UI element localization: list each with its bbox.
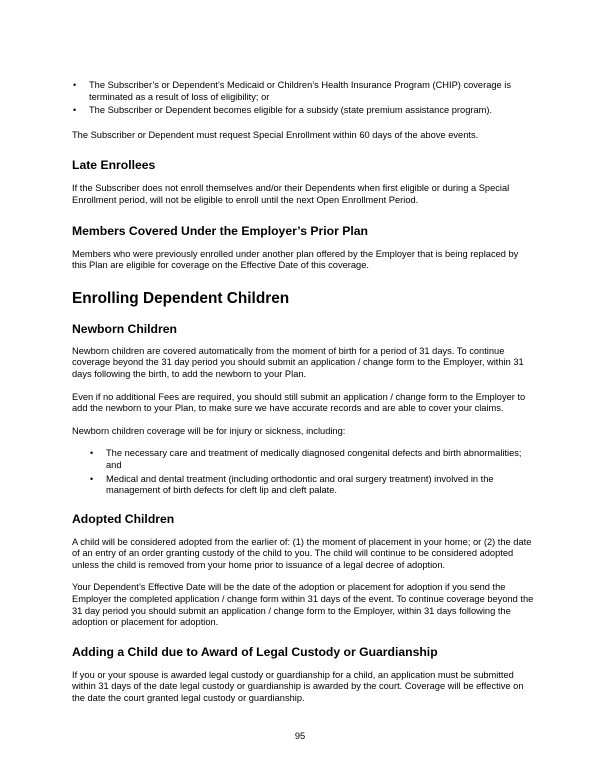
newborn-paragraph-3: Newborn children coverage will be for injury or sickness, including:: [72, 425, 346, 436]
newborn-paragraph-2: Even if no additional Fees are required, you should still submit an application / change form to the Employer to add the newborn to your Plan, to make sure we have accurate records and are able to cover your claims.: [72, 391, 526, 414]
legal-custody-paragraph: If you or your spouse is awarded legal custody or guardianship for a child, an application must be submitted within 31 days of the date legal custody or guardianship is awarded by the court. Coverage will be effective on the date the court granted legal custody or guardianship.: [72, 669, 524, 704]
heading-adopted-children: Adopted Children: [72, 511, 175, 526]
section-title: Enrolling Dependent Children: [72, 289, 290, 307]
list-item: • The Subscriber’s or Dependent’s Medicaid or Children’s Health Insurance Program (CHIP) coverage is terminated as a result of loss of eligibility; or: [72, 80, 534, 103]
adopted-paragraph-1: A child will be considered adopted from the earlier of: (1) the moment of placement in your home; or (2) the date of an entry of an order granting custody of the child to you. The child will continue to be considered adopted unless the child is removed from your home prior to issuance of a legal decree of adoption.: [72, 536, 532, 570]
heading-newborn-children: Newborn Children: [72, 321, 177, 336]
list-item: • Medical and dental treatment (including orthodontic and oral surgery treatment) involved in the management of birth defects for cleft lip and cleft palate.: [89, 474, 534, 497]
prior-plan-paragraph: Members who were previously enrolled under another plan offered by the Employer that is being replaced by this Plan are eligible for coverage on the Effective Date of this coverage.: [72, 248, 519, 271]
heading-legal-custody: Adding a Child due to Award of Legal Custody or Guardianship: [72, 644, 438, 659]
list-item: • The necessary care and treatment of medically diagnosed congenital defects and birth abnormalities; and: [89, 448, 534, 471]
late-enrollees-paragraph: If the Subscriber does not enroll themselves and/or their Dependents when first eligible or during a Special Enrollment period, will not be eligible to enroll until the next Open Enrollment Period.: [72, 183, 510, 205]
intro-bullet-list: [72, 80, 534, 117]
intro-paragraph: The Subscriber or Dependent must request Special Enrollment within 60 days of the above events.: [72, 129, 479, 140]
newborn-bullet-list: [89, 448, 534, 496]
document-page: [72, 80, 534, 705]
list-item: • The Subscriber or Dependent becomes eligible for a subsidy (state premium assistance program).: [72, 105, 534, 117]
adopted-paragraph-2: Your Dependent’s Effective Date will be the date of the adoption or placement for adoption if you send the Employer the completed application / change form within 31 days of the event. To continue coverage beyond the 31 day period you should submit an application / change form to the Employer, within 31 days following the adoption or placement for adoption.: [72, 582, 534, 628]
page-number: 95: [294, 731, 306, 741]
heading-late-enrollees: Late Enrollees: [72, 158, 156, 173]
heading-prior-plan: Members Covered Under the Employer’s Prior Plan: [72, 223, 368, 238]
newborn-paragraph-1: Newborn children are covered automatically from the moment of birth for a period of 31 days. To continue coverage beyond the 31 day period you should submit an application / change form to the Employer, within 31 days following the birth, to add the newborn to your Plan.: [72, 345, 524, 379]
